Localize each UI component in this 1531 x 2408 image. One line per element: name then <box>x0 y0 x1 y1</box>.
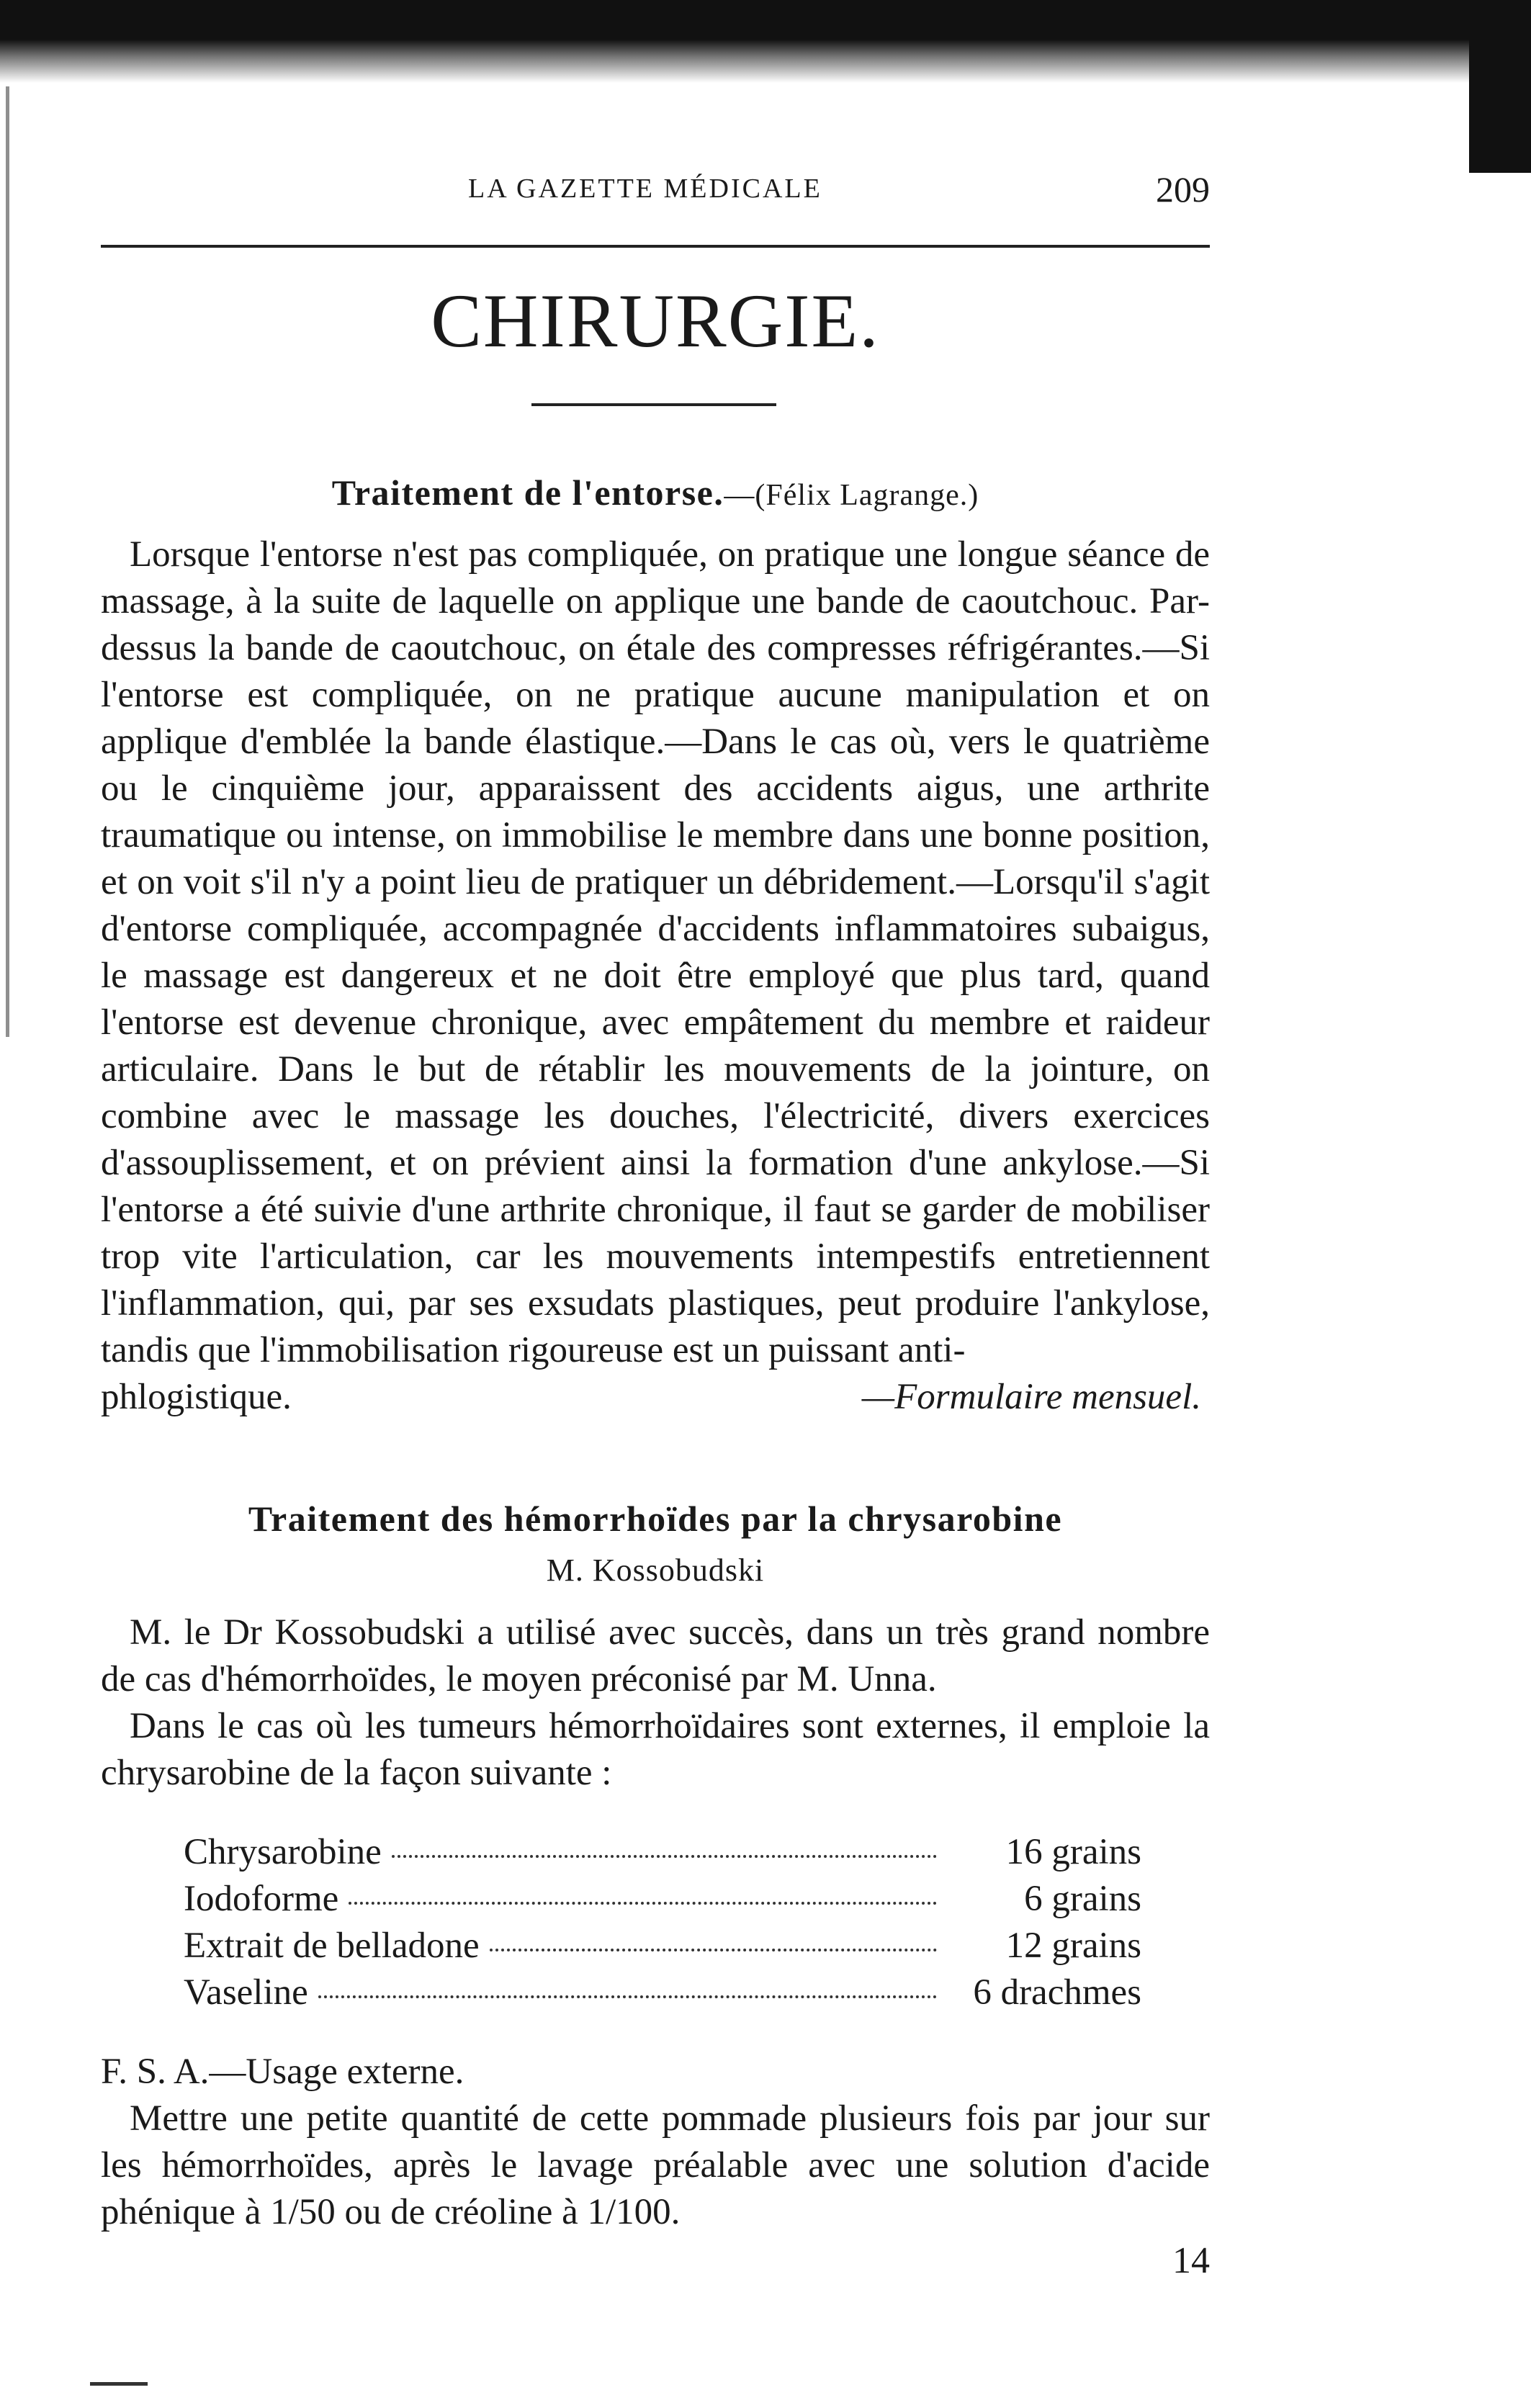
paragraph: Lorsque l'entorse n'est pas compliquée, on pratique une longue séance de massage, à la suite de laquelle on applique une bande de caoutchouc. Par-dessus la bande de caoutchouc, on étale des compresses réfrigérantes.—Si l'entorse est compliquée, on ne pratique aucune manipulation et on applique d'emblée la bande élastique.—Dans le cas où, vers le quatrième ou le cinquième jour, apparaissent des accidents aigus, une arthrite traumatique ou intense, on immobilise le membre dans une bonne position, et on voit s'il n'y a point lieu de pratiquer un débridement.—Lorsqu'il s'agit d'entorse compliquée, accompagnée d'accidents inflammatoires subaigus, le massage est dangereux et ne doit être employé que plus tard, quand l'entorse est devenue chronique, avec empâtement du membre et raideur articulaire. Dans le but de rétablir les mouvements de la jointure, on combine avec le massage les douches, l'électricité, divers exercices d'assouplissement, et on prévient ainsi la formation d'une ankylose.—Si l'entorse a été suivie d'une arthrite chronique, il faut se garder de mobiliser trop vite l'articulation, car les mouvements intempestifs entretiennent l'inflammation, qui, par ses exsudats plastiques, peut produire l'ankylose, tandis que l'immobilisation rigoureuse est un puissant anti- <box>101 534 1210 1370</box>
paragraph: Dans le cas où les tumeurs hémorrhoïdaires sont externes, il emploie la chrysarobine de la façon suivante : <box>101 1706 1210 1793</box>
signature-mark: 14 <box>1172 2240 1210 2281</box>
article-source: —Formulaire mensuel. <box>861 1377 1201 1417</box>
dot-leader <box>490 1949 937 1951</box>
usage-line: F. S. A.—Usage externe. <box>101 2052 464 2092</box>
article-author: —(Félix Lagrange.) <box>724 479 979 512</box>
journal-title: LA GAZETTE MÉDICALE <box>468 174 822 204</box>
section-rule <box>531 403 776 406</box>
section-title: CHIRURGIE. <box>431 279 880 363</box>
recipe-row <box>184 1923 1141 1969</box>
dot-leader <box>349 1902 937 1905</box>
scan-border-right <box>1469 0 1531 173</box>
article-body-hemorrhoides <box>101 1609 1210 1797</box>
ingredient-name: Extrait de belladone <box>184 1926 480 1966</box>
page-number: 209 <box>1156 169 1210 210</box>
scan-shadow <box>0 40 1531 83</box>
article-author: M. Kossobudski <box>546 1553 765 1588</box>
scan-border-top <box>0 0 1531 43</box>
source-line <box>101 1374 1210 1421</box>
paragraph: M. le Dr Kossobudski a utilisé avec succès, dans un très grand nombre de cas d'hémorrhoïdes, le moyen préconisé par M. Unna. <box>101 1612 1210 1699</box>
recipe-row <box>184 1876 1141 1923</box>
ingredient-quantity: 16 grains <box>1005 1832 1141 1872</box>
running-header <box>101 169 1210 223</box>
article-title: Traitement de l'entorse. <box>331 472 724 513</box>
ingredient-name: Chrysarobine <box>184 1832 382 1872</box>
article-heading-hemorrhoides: Traitement des hémorrhoïdes par la chrysarobine <box>248 1499 1063 1539</box>
ingredient-quantity: 6 drachmes <box>973 1972 1141 2013</box>
paragraph-end: phlogistique. <box>101 1377 292 1417</box>
recipe-list <box>184 1829 1141 2016</box>
scan-border-left <box>6 86 9 1037</box>
ingredient-name: Iodoforme <box>184 1879 339 1919</box>
article-body-entorse <box>101 531 1210 1421</box>
dot-leader <box>392 1855 937 1858</box>
recipe-row <box>184 1829 1141 1876</box>
article-heading-entorse <box>101 472 1210 513</box>
scan-mark <box>90 2382 148 2386</box>
ingredient-name: Vaseline <box>184 1972 308 2013</box>
article-usage <box>101 2049 1210 2236</box>
dot-leader <box>318 1995 937 1998</box>
ingredient-quantity: 6 grains <box>1024 1879 1141 1919</box>
paragraph: Mettre une petite quantité de cette pommade plusieurs fois par jour sur les hémorrhoïdes, après le lavage préalable avec une solution d'acide phénique à 1/50 ou de créoline à 1/100. <box>101 2098 1210 2232</box>
header-rule <box>101 245 1210 248</box>
recipe-row <box>184 1969 1141 2016</box>
ingredient-quantity: 12 grains <box>1005 1926 1141 1966</box>
